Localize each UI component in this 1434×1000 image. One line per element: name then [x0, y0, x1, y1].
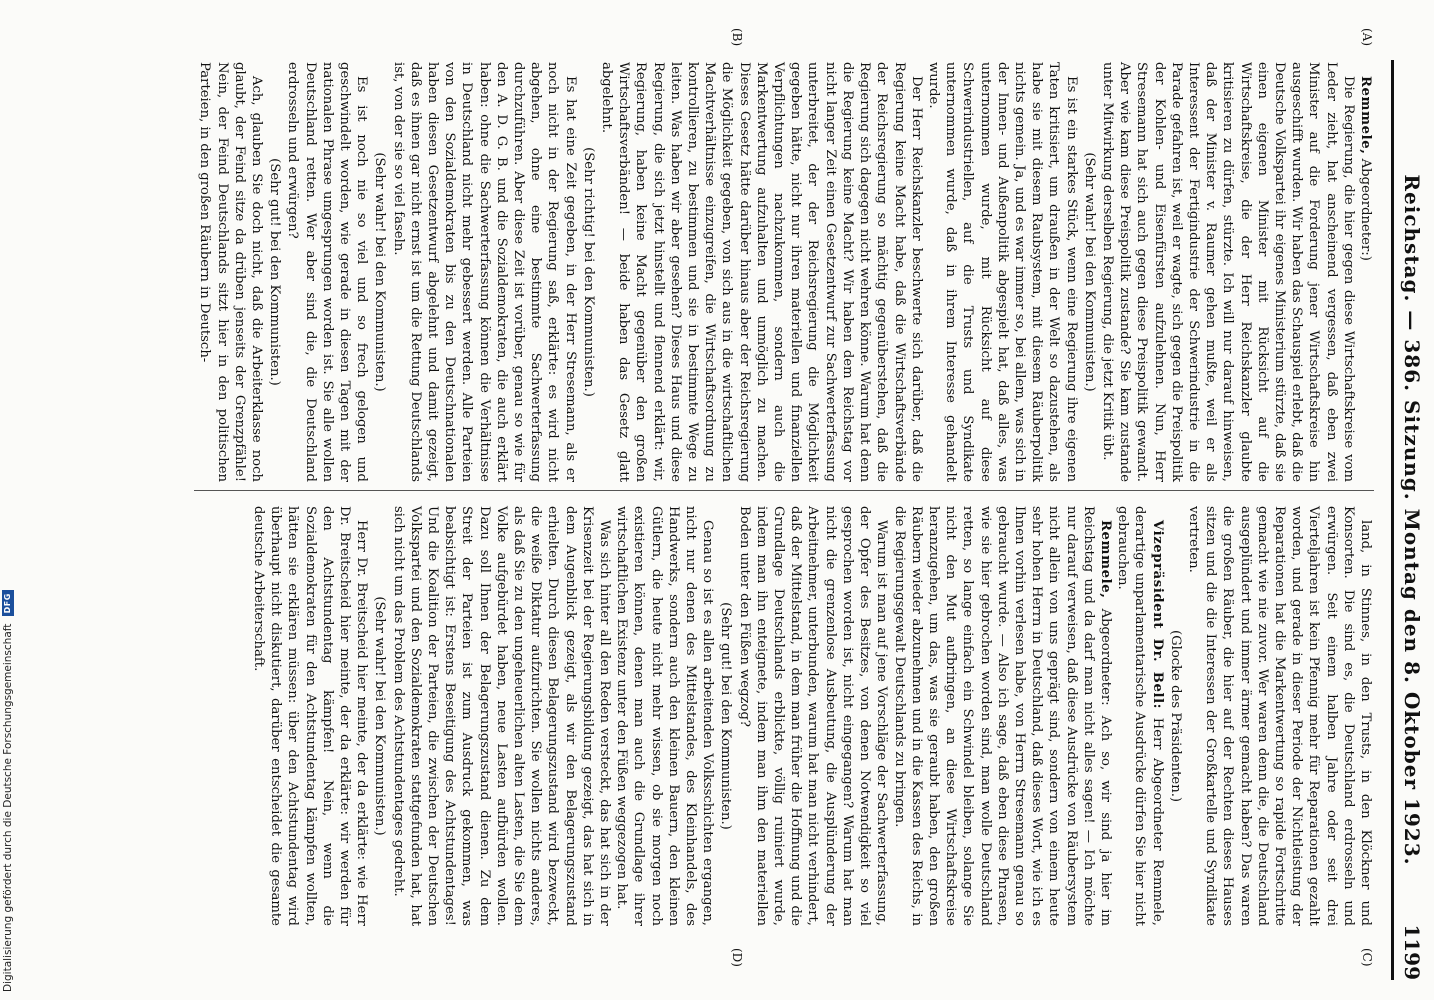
interjection: (Sehr richtig! bei den Kommunisten.): [580, 147, 596, 397]
footer-frame: [0, 0, 20, 1000]
body-paragraph: Was sich hinter all den Reden versteckt, das hat sich in der Krisenzeit bei der Regierungsbildung gezeigt, das hat sich in dem Augenblick gezeigt, als wir den Belagerungszustand erhielten. Durch diesen Belagerungszustand wird bezweckt, die weiße Diktatur aufzurichten. Sie wollen nichts anderes, als daß Sie zu den ungeheuerlichen alten Lasten, die Sie dem Volke aufgebürdet haben, neue Lasten aufbürden wollen. Dazu soll Ihnen der Belagerungszustand dienen. Zu dem Streit der Parteien ist zum Ausdruck gekommen, was beabsichtigt ist: Erstens Beseitigung des Achtstundentages! Und die Koalition der Parteien, die zwischen der Deutschen Volkspartei und den Sozialdemokraten stattgefunden hat, hat sich nicht um das Problem des Achtstundentages gedreht.: [390, 506, 613, 926]
interjection: (Sehr wahr! bei den Kommunisten.): [372, 152, 388, 392]
right-text-column: [250, 506, 1374, 926]
body-paragraph: Herr Dr. Breitscheid hier meinte, der da erklärte: wie Herr Dr. Breitscheid hier meinte, der da erklärte: wir werden für den Achtstundentag kämpfen! Nein, wenn die Sozialdemokraten für den Achtstundentag kämpfen wollten, hätten sie erklären müssen: über den Achtstundentag wird überhaupt nicht diskutiert, darüber entscheidet die gesamte deutsche Arbeiterschaft.: [251, 506, 370, 926]
body-paragraph: Die Regierung, die hier gegen diese Wirtschaftskreise vom Leder zieht, hat anscheinend vergessen, daß eben zwei Minister auf die Forderung jener Wirtschaftskreise hin ausgeschifft wurden. Wir haben das Schauspiel erlebt, daß die Deutsche Volkspartei ihr eigenes Ministerium stürzte, daß sie einen eigenen Minister mit Rücksicht auf die Wirtschaftskreise, die der Herr Reichskanzler glaubte kritisieren zu dürfen, stürzte. Ich will nur darauf hinweisen, daß der Minister v. Raumer gehen mußte, weil er als Interessent der Fertigindustrie der Schwerindustrie in die Parade gefahren ist, weil er wagte, sich gegen die Preispolitik der Kohlen- und Eisenfürsten aufzulehnen. Nun, Herr Stresemann hat sich auch gegen diese Preispolitik gewandt. Aber wie kam diese Preispolitik zustande? Sie kam zustande unter Mitwirkung derselben Regierung, die jetzt Kritik übt.: [1099, 62, 1356, 482]
speaker-name: Remmele,: [1097, 520, 1113, 599]
interjection: (Sehr wahr! bei den Kommunisten.): [372, 596, 388, 836]
column-divider: [194, 490, 1374, 491]
interjection: (Sehr wahr! bei den Kommunisten.): [1081, 152, 1097, 392]
digitization-credit: [2, 590, 14, 992]
dfg-logo: DFG: [2, 590, 14, 616]
body-paragraph: Es ist noch nie so viel und so frech gelogen und geschwindelt worden, wie gerade in diesen Tagen mit der nationalen Phrase umgesprungen worden ist. Sie alle wollen Deutschland retten. Wer aber sind die, die Deutschland erdrosseln und erwürgen?: [285, 62, 370, 482]
speaker-name: Vizepräsident Dr. Bell:: [1149, 520, 1165, 710]
speaker-text: Abgeordneter:): [1358, 158, 1373, 261]
body-paragraph: Es hat eine Zeit gegeben, in der Herr Stresemann, als er noch nicht in der Regierung saß, erklärte: es wird nicht abgehen, ohne eine bestimmte Sachwerterfassung durchzuführen. Aber diese Zeit ist vorüber, genau so wie für den A. D. G. B. und die Sozialdemokraten, die auch erklärt haben: ohne die Sachwerterfassung können die Verhältnisse in Deutschland nicht mehr gebessert werden. Alle Parteien von den Sozialdemokraten bis zu den Deutschnationalen haben diesen Gesetzentwurf abgelehnt und damit gezeigt, daß es ihnen gar nicht ernst ist um die Rettung Deutschlands ist, von der sie so viel faseln.: [390, 62, 578, 482]
speaker-paragraph: [1114, 506, 1166, 926]
speaker-paragraph: [890, 506, 1114, 926]
speaker-name: Remmele,: [1358, 76, 1373, 155]
page-number: 1199: [1400, 924, 1424, 980]
margin-mark-a: (A): [1360, 28, 1374, 47]
speaker-text: Abgeordneter: Ach so, wir sind ja hier im Reichstag und da darf man nicht alles sagen! — Ich möchte nur darauf verweisen, daß diese Ausdrücke von Räubersystem nicht allein von uns geprägt sind, sondern von einem heute sehr hohen Herrn in Deutschland, daß dieses Wort, wie ich es Ihnen vorhin verlesen habe, von Herrn Stresemann genau so gebraucht wurde. — Also ich sage, daß eben diese Phrasen, wie sie hier gebrochen worden sind, man wolle Deutschland retten, so lange einfach ein Schwindel bleiben, solange Sie nicht den Mut aufbringen, an diese Wirtschaftskreise heranzugehen, um das, was sie geraubt haben, den großen Räubern wieder abzunehmen und in die Kassen des Reichs, in die Regierungsgewalt Deutschlands zu bringen.: [891, 506, 1113, 926]
body-paragraph: Ach, glauben Sie doch nicht, daß die Arbeiterklasse noch glaubt, der Feind sitze da drüben jenseits der Grenzpfähle! Nein, der Feind Deutschlands sitzt hier in den politischen Parteien, in den großen Räubern in Deutsch-: [197, 62, 264, 482]
body-paragraph: Genau so ist es allen arbeitenden Volksschichten ergangen, nicht nur denen des Mittelstandes, des Kleinhandels, des Handwerks, sondern auch den kleinen Bauern, den kleinen Gütlern, die heute nicht mehr wissen, ob sie morgen noch existieren können, denen man auch die Grundlage ihrer wirtschaftlichen Existenz unter den Füßen weggezogen hat.: [614, 506, 716, 926]
interjection: (Sehr gut! bei den Kommunisten.): [718, 602, 734, 830]
left-text-column: [196, 62, 1374, 482]
body-paragraph: Der Herr Reichskanzler beschwerte sich darüber, daß die Regierung keine Macht habe, daß die Wirtschaftsverbände der Reichsregierung so mächtig gegenüberstehen, daß die Regierung sich dagegen nicht wehren könne. Warum hat denn die Regierung keine Macht? Wir haben dem Reichstag vor nicht langer Zeit einen Gesetzentwurf zur Sachwerterfassung unterbreitet, der der Reichsregierung die Möglichkeit gegeben hätte, nicht nur ihren materiellen und finanziellen Verpflichtungen nachzukommen, sondern auch die Markentwertung aufzuhalten und unmöglich zu machen. Dieses Gesetz hätte darüber hinaus aber der Reichsregierung die Möglichkeit gegeben, von sich aus in die wirtschaftlichen Machtverhältnisse einzugreifen, die Wirtschaftsordnung zu kontrollieren, zu bestimmen und sie in bestimmte Wege zu leiten. Was haben wir aber gesehen? Dieses Haus und diese Regierung, die sich jetzt hinstellt und flennend erklärt: wir, Regierung, haben keine Macht gegenüber den großen Wirtschaftsverbänden! — beide haben das Gesetz glatt abgelehnt.: [599, 62, 924, 482]
speaker-text: Herr Abgeordneter Remmele, derartige unparlamentarische Ausdrücke dürfen Sie hier nicht gebrauchen.: [1115, 506, 1165, 926]
body-paragraph: Warum ist man auf jene Vorschläge der Sachwerterfassung, der Opfer des Besitzes, von denen Notwendigkeit so viel gesprochen worden ist, nicht eingegangen? Warum hat man nicht die grenzenlose Ausbeutung, die Ausplünderung der Arbeitnehmer, unterbunden, warum hat man nicht verhindert, daß der Mittelstand, in dem man früher die Hoffnung und die Grundlage Deutschlands erblickte, völlig ruiniert wurde, indem man ihn enteignete, indem man ihm den materiellen Boden unter den Füßen wegzog?: [736, 506, 890, 926]
body-paragraph: Es ist ein starkes Stück, wenn eine Regierung ihre eigenen Taten kritisiert, um draußen in der Welt so dazustehen, als habe sie mit diesem Raubsystem, mit diesem Räuberpolitik nichts gemein. Ja, und es war immer so, bei allem, was sich in der Innen- und Außenpolitik abgespielt hat, daß alles, was unternommen wurde, mit Rücksicht auf diese Schwerindustriellen, auf die Trusts und Syndikate unternommen wurde, daß in ihrem Interesse gehandelt wurde.: [925, 62, 1079, 482]
margin-mark-d: (D): [730, 948, 744, 967]
running-title: Reichstag. — 386. Sitzung. Montag den 8. Oktober 1923.: [1400, 174, 1424, 866]
header-rule: [1391, 60, 1394, 980]
margin-mark-c: (C): [1360, 948, 1374, 967]
body-paragraph: land, in Stinnes, in den Trusts, in den Klöckner und Konsorten. Die sind es, die Deutschland erdrosseln und erwürgen. Seit einem halben Jahre oder seit drei Vierteljahren ist kein Pfennig mehr für Reparationen gezahlt worden, und gerade in dieser Periode der Nichtleistung der Reparationen hat die Markentwertung so rapide Fortschritte gemacht wie nie zuvor. Wer waren denn die, die Deutschland ausgeplündert und immer ärmer gemacht haben? Das waren die großen Räuber, die hier auf der Rechten dieses Hauses sitzen und die die Interessen der Großkartelle und Syndikate vertreten.: [1185, 506, 1373, 926]
margin-mark-b: (B): [730, 28, 744, 47]
interjection: (Sehr gut! bei den Kommunisten.): [267, 158, 283, 386]
page-header: [1398, 60, 1426, 980]
speaker-paragraph: [1357, 62, 1374, 482]
interjection: (Glocke des Präsidenten.): [1167, 629, 1183, 803]
credit-text: Digitalisierung gefördert durch die Deutsche Forschungsgemeinschaft: [2, 623, 14, 992]
